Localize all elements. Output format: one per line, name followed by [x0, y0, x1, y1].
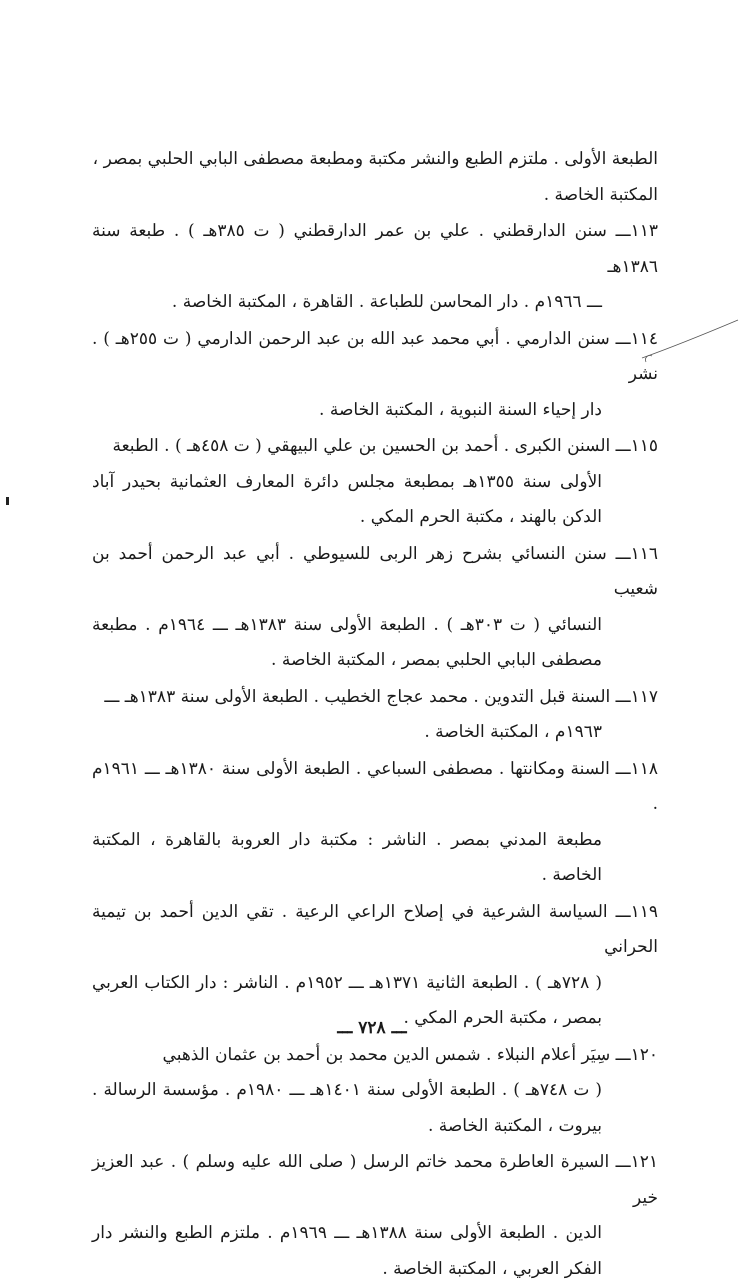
entry-number: ١١٧ [630, 686, 658, 707]
bibliography-entry-116 [92, 537, 658, 679]
entry-first-line: ـــ السنة ومكانتها . مصطفى السباعي . الطبعة الأولى سنة ١٣٨٠هـ ـــ ١٩٦١م . [92, 758, 658, 814]
margin-mark [6, 497, 9, 505]
entry-continuation: الأولى سنة ١٣٥٥هـ بمطبعة مجلس دائرة المعارف العثمانية بحيدر آباد الدكن بالهند ، مكتبة الحرم المكي . [92, 471, 602, 527]
entry-first-line: ـــ السيرة العاطرة محمد خاتم الرسل ( صلى الله عليه وسلم ) . عبد العزيز خير [92, 1152, 658, 1208]
bibliography-entry-113 [92, 214, 658, 321]
bibliography-entry-117 [92, 680, 658, 751]
bibliography-entry-118 [92, 752, 658, 894]
entry-number: ١١٩ [630, 901, 658, 922]
entry-first-line: ـــ سِيَر أعلام النبلاء . شمس الدين محمد بن أحمد بن عثمان الذهبي [162, 1044, 631, 1065]
intro-continuation [92, 142, 658, 213]
entry-first-line: ـــ السنة قبل التدوين . محمد عجاج الخطيب . الطبعة الأولى سنة ١٣٨٣هـ ـــ [104, 686, 631, 707]
intro-line-1: الطبعة الأولى . ملتزم الطبع والنشر مكتبة ومطبعة مصطفى البابي الحلبي بمصر ، [92, 149, 658, 169]
entry-continuation: ١٩٦٣م ، المكتبة الخاصة . [424, 722, 602, 742]
bibliography-entry-119 [92, 895, 658, 1037]
entry-continuation: ( ت ٧٤٨هـ ) . الطبعة الأولى سنة ١٤٠١هـ ـــ ١٩٨٠م . مؤسسة الرسالة . بيروت ، المكتبة الخاصة . [92, 1080, 602, 1136]
entry-number: ١١٨ [630, 758, 658, 779]
intro-line-2: المكتبة الخاصة . [543, 184, 658, 205]
entry-continuation: ( ٧٢٨هـ ) . الطبعة الثانية ١٣٧١هـ ـــ ١٩٥٢م . الناشر : دار الكتاب العربي بمصر ، مكتبة الحرم المكي . [92, 972, 602, 1028]
entry-number: ١١٥ [630, 436, 658, 456]
bibliography-entry-121 [92, 1145, 658, 1287]
entry-continuation: النسائي ( ت ٣٠٣هـ ) . الطبعة الأولى سنة ١٣٨٣هـ ـــ ١٩٦٤م . مطبعة مصطفى البابي الحلبي بمصر ، المكتبة الخاصة . [92, 614, 602, 670]
bibliography-list [92, 142, 658, 1288]
page-number: ـــ ٧٢٨ ـــ [337, 1018, 407, 1038]
entry-first-line: ـــ السنن الكبرى . أحمد بن الحسين بن علي البيهقي ( ت ٤٥٨هـ ) . الطبعة [112, 436, 631, 456]
entry-continuation: ـــ ١٩٦٦م . دار المحاسن للطباعة . القاهرة ، المكتبة الخاصة . [171, 292, 602, 312]
entry-number: ١١٤ [630, 328, 658, 349]
entry-first-line: ـــ السياسة الشرعية في إصلاح الراعي الرعية . تقي الدين أحمد بن تيمية الحراني [92, 901, 658, 957]
entry-number: ١٢٠ [630, 1044, 658, 1065]
entry-number: ١١٣ [630, 221, 659, 241]
entry-continuation: دار إحياء السنة النبوية ، المكتبة الخاصة . [319, 399, 602, 420]
bibliography-entry-120 [92, 1038, 658, 1145]
entry-first-line: ـــ سنن الدارمي . أبي محمد عبد الله بن عبد الرحمن الدارمي ( ت ٢٥٥هـ ) . نشر [92, 328, 658, 384]
entry-number: ١٢١ [630, 1152, 658, 1172]
entry-continuation: مطبعة المدني بمصر . الناشر : مكتبة دار العروبة بالقاهرة ، المكتبة الخاصة . [92, 829, 602, 885]
entry-first-line: ـــ سنن الدارقطني . علي بن عمر الدارقطني ( ت ٣٨٥هـ ) . طبعة سنة ١٣٨٦هـ [92, 221, 658, 277]
entry-number: ١١٦ [630, 543, 658, 564]
bibliography-entry-115 [92, 429, 658, 536]
entry-continuation: الدين . الطبعة الأولى سنة ١٣٨٨هـ ـــ ١٩٦٩م . ملتزم الطبع والنشر دار الفكر العربي ، المكتبة الخاصة . [92, 1223, 602, 1279]
entry-first-line: ـــ سنن النسائي بشرح زهر الربى للسيوطي . أبي عبد الرحمن أحمد بن شعيب [92, 543, 658, 599]
bibliography-entry-114 [92, 322, 658, 429]
